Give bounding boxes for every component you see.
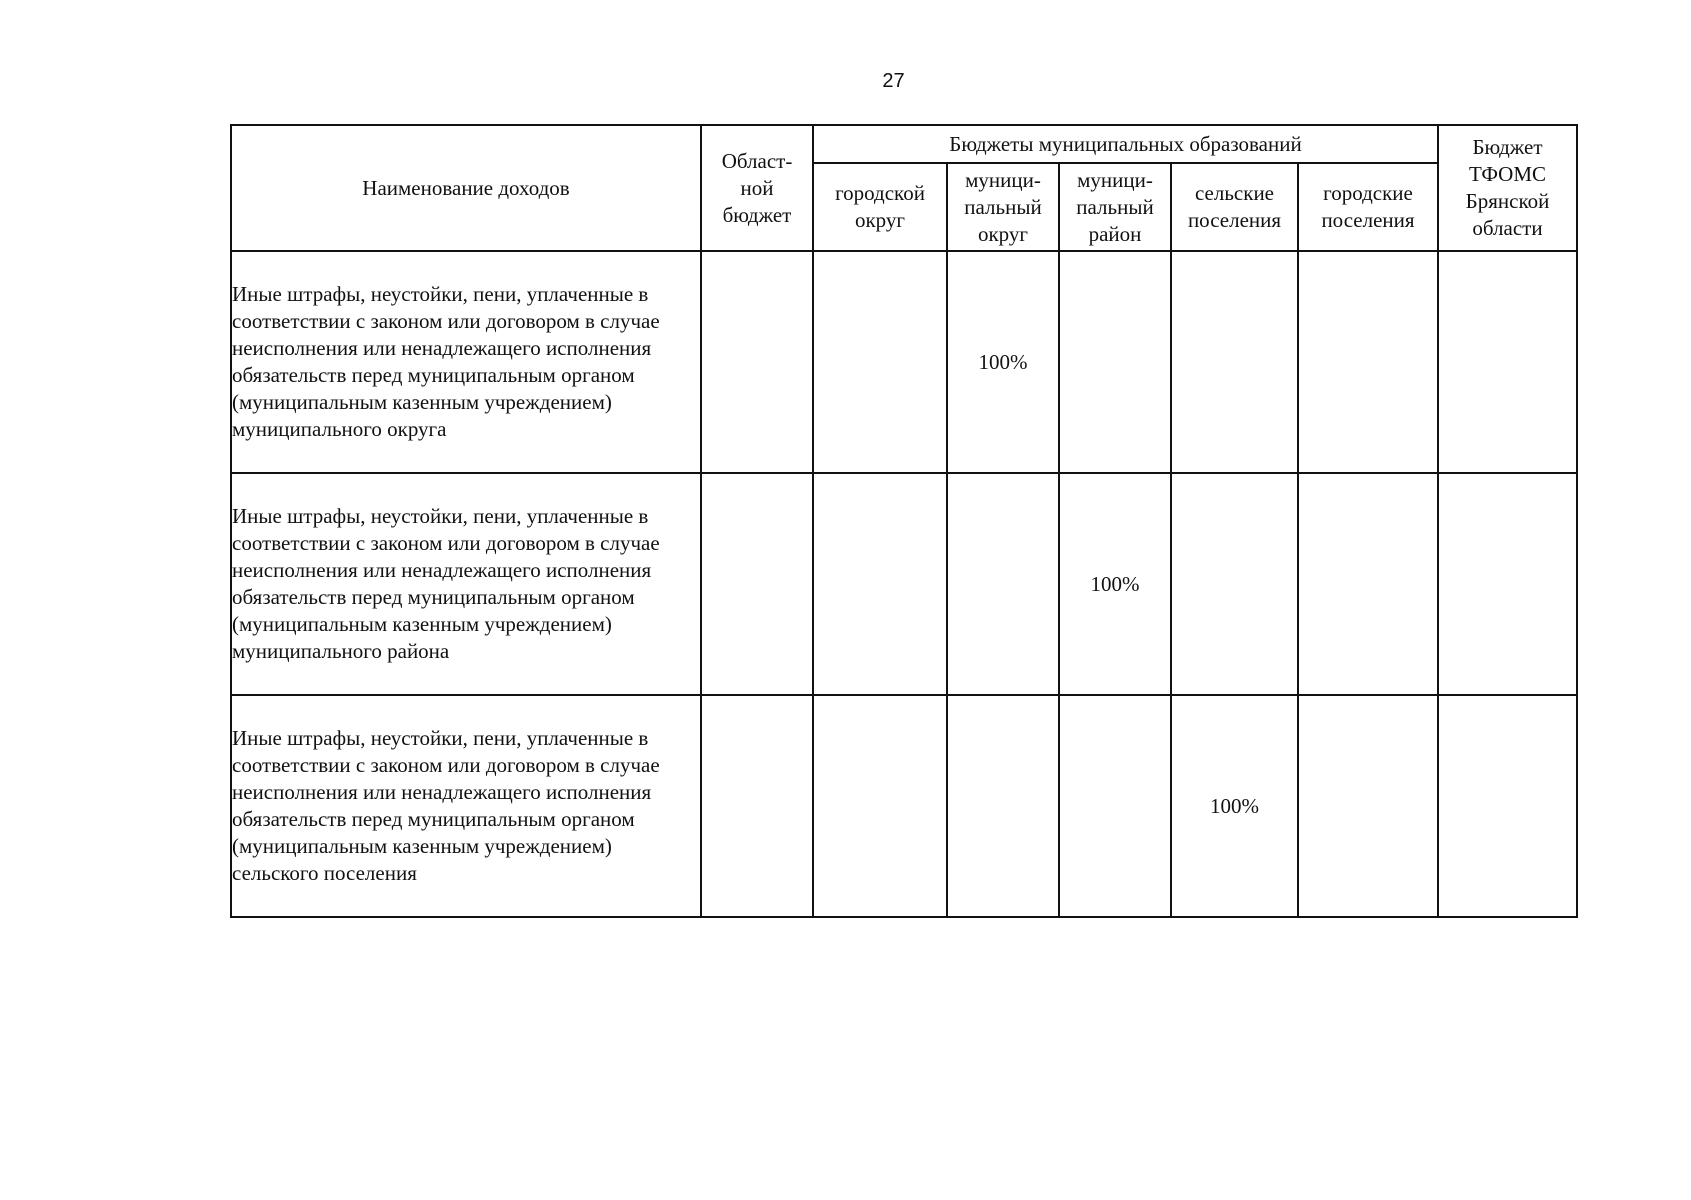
regional-budget-cell [701,251,813,473]
header-tfoms-budget [1438,125,1577,251]
header-urban-settlements-label: городские поселения [1321,181,1415,232]
header-municipal-district-label: муници- пальный округ [964,167,1042,246]
urban-settlements-cell [1298,473,1438,695]
header-municipal-raion-label: муници- пальный район [1076,167,1154,246]
urban-settlements-cell [1298,695,1438,917]
header-city-district [813,163,947,251]
regional-budget-cell [701,695,813,917]
municipal-raion-cell [1059,251,1171,473]
rural-settlements-cell [1171,251,1298,473]
city-district-cell [813,251,947,473]
header-municipal-budgets: Бюджеты муниципальных образований [813,125,1438,163]
rural-settlements-cell: 100% [1171,695,1298,917]
header-regional-budget [701,125,813,251]
header-urban-settlements [1298,163,1438,251]
page-number: 27 [882,70,905,92]
municipal-raion-cell [1059,695,1171,917]
header-tfoms-budget-label: Бюджет ТФОМС Брянской области [1465,135,1550,240]
rural-settlements-cell [1171,473,1298,695]
header-city-district-label: городской округ [835,181,925,232]
header-rural-settlements [1171,163,1298,251]
income-name-cell: Иные штрафы, неустойки, пени, уплаченные в соответствии с законом или договором в случае неисполнения или ненадлежащего исполнения обязательств перед муниципальным органом (муниципальным казенным учреждением) муниципального района [231,473,701,695]
tfoms-budget-cell [1438,473,1577,695]
header-row-top [231,125,1577,163]
tfoms-budget-cell [1438,695,1577,917]
table-row [231,695,1577,917]
income-name-cell: Иные штрафы, неустойки, пени, уплаченные в соответствии с законом или договором в случае неисполнения или ненадлежащего исполнения обязательств перед муниципальным органом (муниципальным казенным учреждением) муниципального округа [231,251,701,473]
municipal-district-cell [947,695,1059,917]
header-income-name: Наименование доходов [231,125,701,251]
header-rural-settlements-label: сельские поселения [1187,181,1282,232]
header-regional-budget-label: Област- ной бюджет [721,148,793,227]
city-district-cell [813,473,947,695]
income-distribution-table [230,124,1578,918]
regional-budget-cell [701,473,813,695]
city-district-cell [813,695,947,917]
tfoms-budget-cell [1438,251,1577,473]
municipal-district-cell [947,473,1059,695]
income-name-cell: Иные штрафы, неустойки, пени, уплаченные в соответствии с законом или договором в случае неисполнения или ненадлежащего исполнения обязательств перед муниципальным органом (муниципальным казенным учреждением) сельского поселения [231,695,701,917]
table-row [231,473,1577,695]
table-row [231,251,1577,473]
municipal-district-cell: 100% [947,251,1059,473]
header-municipal-district [947,163,1059,251]
header-municipal-raion [1059,163,1171,251]
municipal-raion-cell: 100% [1059,473,1171,695]
urban-settlements-cell [1298,251,1438,473]
